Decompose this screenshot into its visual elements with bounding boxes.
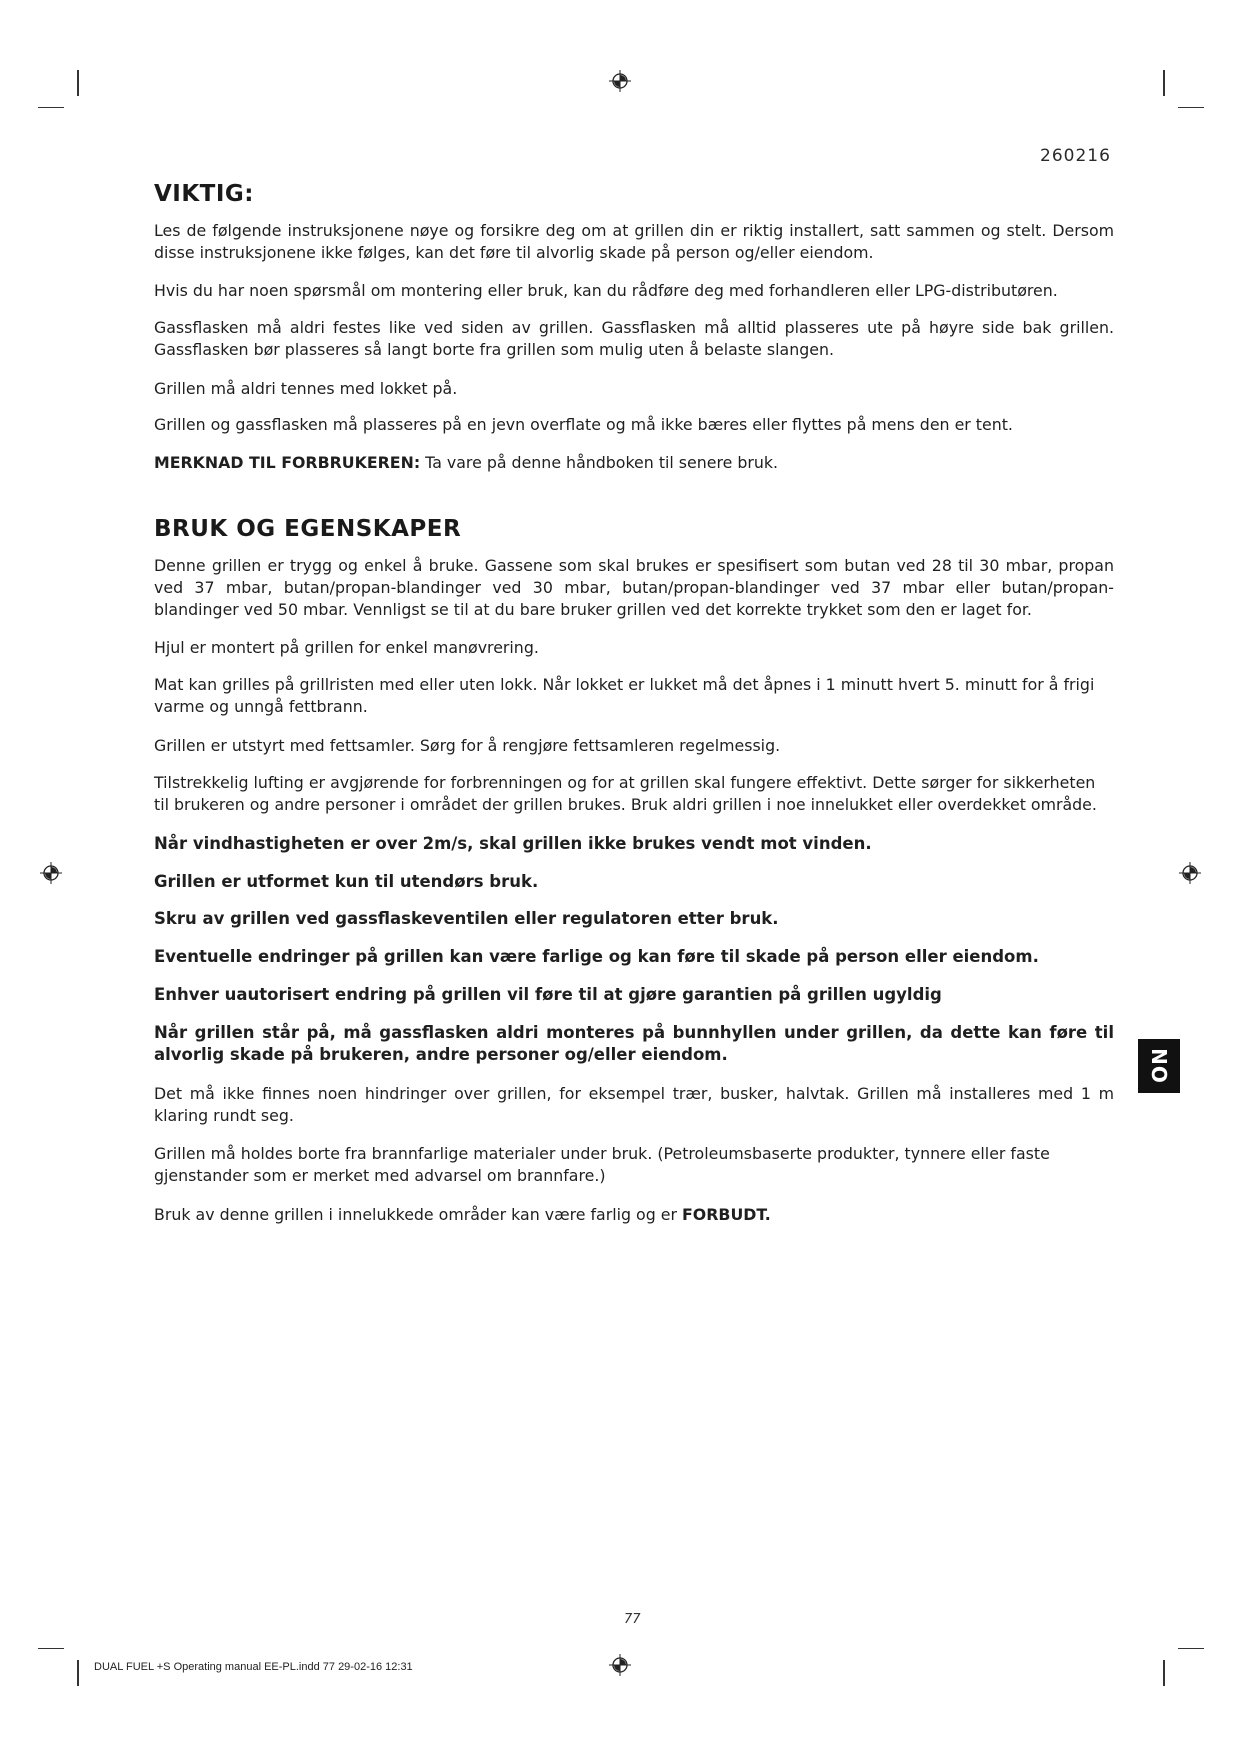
crop-mark	[1163, 70, 1165, 96]
paragraph: Grillen er utstyrt med fettsamler. Sørg for å rengjøre fettsamleren regelmessig.	[154, 736, 781, 755]
consumer-note-text: Ta vare på denne håndboken til senere bruk.	[420, 453, 779, 472]
document-code: 260216	[1040, 146, 1111, 166]
paragraph: Hjul er montert på grillen for enkel manøvrering.	[154, 638, 539, 657]
crop-mark	[38, 1648, 64, 1649]
warning-text: Når grillen står på, må gassflasken aldri monteres på bunnhyllen under grillen, da dette kan føre til alvorlig skade på brukeren, andre personer og/eller eiendom.	[154, 1023, 1114, 1064]
paragraph: Det må ikke finnes noen hindringer over grillen, for eksempel trær, busker, halvtak. Grillen må installeres med 1 m klaring rundt seg.	[154, 1084, 1114, 1125]
warning-text: Skru av grillen ved gassflaskeventilen eller regulatoren etter bruk.	[154, 909, 779, 928]
page-number: 77	[624, 1612, 641, 1627]
crop-mark	[1178, 1648, 1204, 1649]
section-title-bruk: BRUK OG EGENSKAPER	[154, 516, 462, 542]
paragraph	[154, 1204, 1114, 1226]
crop-mark	[1178, 107, 1204, 108]
paragraph: Grillen og gassflasken må plasseres på en jevn overflate og må ikke bæres eller flyttes på mens den er tent.	[154, 415, 1013, 434]
registration-mark-icon	[609, 70, 631, 92]
warning-text: Grillen er utformet kun til utendørs bruk.	[154, 872, 539, 891]
consumer-note	[154, 452, 1114, 474]
footer-file-info: DUAL FUEL +S Operating manual EE-PL.indd 77 29-02-16 12:31	[94, 1661, 413, 1673]
registration-mark-icon	[1179, 862, 1201, 884]
paragraph: Mat kan grilles på grillristen med eller uten lokk. Når lokket er lukket må det åpnes i 1 minutt hvert 5. minutt for å frigi varme og unngå fettbrann.	[154, 675, 1095, 716]
language-tab	[1138, 1039, 1180, 1093]
crop-mark	[77, 70, 79, 96]
language-tab-label: NO	[1147, 1048, 1171, 1084]
paragraph: Grillen må aldri tennes med lokket på.	[154, 379, 458, 398]
paragraph: Tilstrekkelig lufting er avgjørende for forbrenningen og for at grillen skal fungere effektivt. Dette sørger for sikkerheten til brukeren og andre personer i området der grillen brukes. Bruk aldri grillen i noe innelukket eller overdekket område.	[154, 773, 1097, 814]
paragraph: Hvis du har noen spørsmål om montering eller bruk, kan du rådføre deg med forhandleren eller LPG-distributøren.	[154, 281, 1058, 300]
paragraph: Les de følgende instruksjonene nøye og forsikre deg om at grillen din er riktig installert, satt sammen og stelt. Dersom disse instruksjonene ikke følges, kan det føre til alvorlig skade på person og/eller eiendom.	[154, 221, 1114, 262]
crop-mark	[1163, 1660, 1165, 1686]
warning-text: Eventuelle endringer på grillen kan være farlige og kan føre til skade på person eller eiendom.	[154, 947, 1039, 966]
forbudt-label: FORBUDT.	[682, 1205, 771, 1224]
crop-mark	[77, 1660, 79, 1686]
consumer-note-label: MERKNAD TIL FORBRUKEREN:	[154, 453, 421, 472]
warning-text: Når vindhastigheten er over 2m/s, skal grillen ikke brukes vendt mot vinden.	[154, 834, 872, 853]
registration-mark-icon	[40, 862, 62, 884]
section-title-viktig: VIKTIG:	[154, 181, 255, 207]
paragraph-text: Bruk av denne grillen i innelukkede områder kan være farlig og er	[154, 1205, 683, 1224]
crop-mark	[38, 107, 64, 108]
registration-mark-icon	[609, 1654, 631, 1676]
warning-text: Enhver uautorisert endring på grillen vil føre til at gjøre garantien på grillen ugyldig	[154, 985, 942, 1004]
paragraph: Denne grillen er trygg og enkel å bruke. Gassene som skal brukes er spesifisert som butan ved 28 til 30 mbar, propan ved 37 mbar, butan/propan-blandinger ved 30 mbar, butan/propan-blandinger ved 37 mbar eller butan/propan-blandinger ved 50 mbar. Vennligst se til at du bare bruker grillen ved det korrekte trykket som den er laget for.	[154, 556, 1114, 619]
paragraph: Grillen må holdes borte fra brannfarlige materialer under bruk. (Petroleumsbaserte produkter, tynnere eller faste gjenstander som er merket med advarsel om brannfare.)	[154, 1144, 1050, 1185]
paragraph: Gassflasken må aldri festes like ved siden av grillen. Gassflasken må alltid plasseres ute på høyre side bak grillen. Gassflasken bør plasseres så langt borte fra grillen som mulig uten å belaste slangen.	[154, 318, 1114, 359]
